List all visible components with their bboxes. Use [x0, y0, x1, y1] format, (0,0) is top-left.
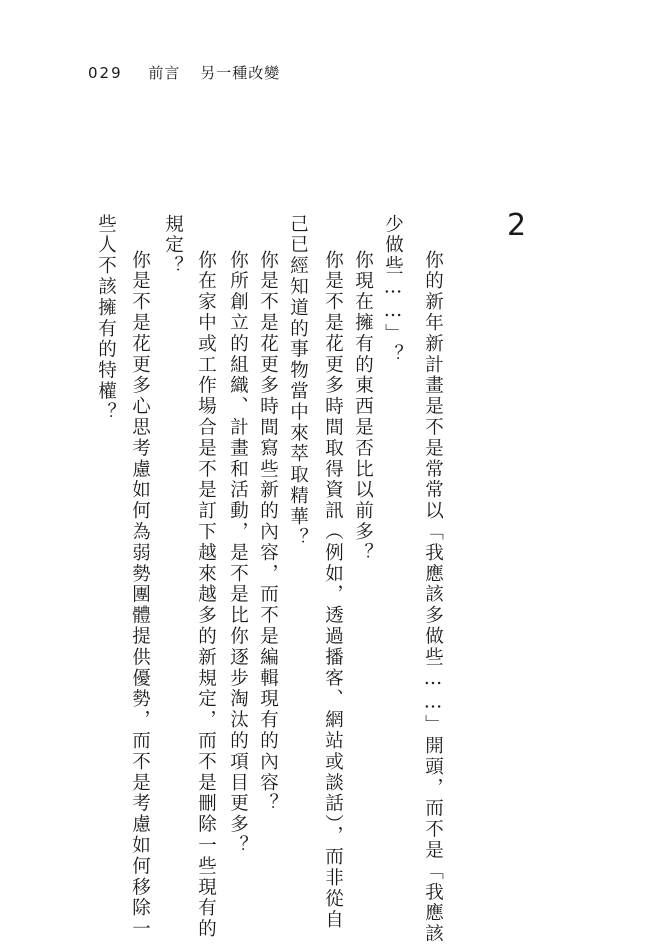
text-line: 你的新年新計畫是不是常常以「我應該多做些……」開頭，而不是「我應該 [422, 250, 444, 945]
chapter-label: 前言 [148, 64, 181, 82]
section-number: 2 [507, 208, 527, 243]
running-header [88, 62, 280, 83]
text-line: 你是不是花更多時間取得資訊（例如，透過播客、網站或談話），而非從自 [322, 250, 344, 931]
page-number: 029 [88, 64, 123, 82]
text-line: 己已經知道的事物當中來萃取精華？ [287, 214, 309, 549]
text-line: 你是不是花更多時間寫些新的內容，而不是編輯現有的內容？ [257, 250, 279, 815]
text-line: 規定？ [162, 214, 184, 277]
text-line: 你現在擁有的東西是否比以前多？ [352, 250, 374, 564]
text-line: 些人不該擁有的特權？ [95, 214, 117, 423]
text-line: 你是不是花更多心思考慮如何為弱勢團體提供優勢，而不是考慮如何移除一 [129, 250, 151, 940]
text-line: 你所創立的組織、計畫和活動，是不是比你逐步淘汰的項目更多？ [227, 250, 249, 857]
text-line: 少做些……」？ [382, 214, 404, 366]
text-line: 你在家中或工作場合是不是訂下越來越多的新規定，而不是刪除一些現有的 [195, 250, 217, 940]
chapter-title: 另一種改變 [200, 64, 281, 82]
